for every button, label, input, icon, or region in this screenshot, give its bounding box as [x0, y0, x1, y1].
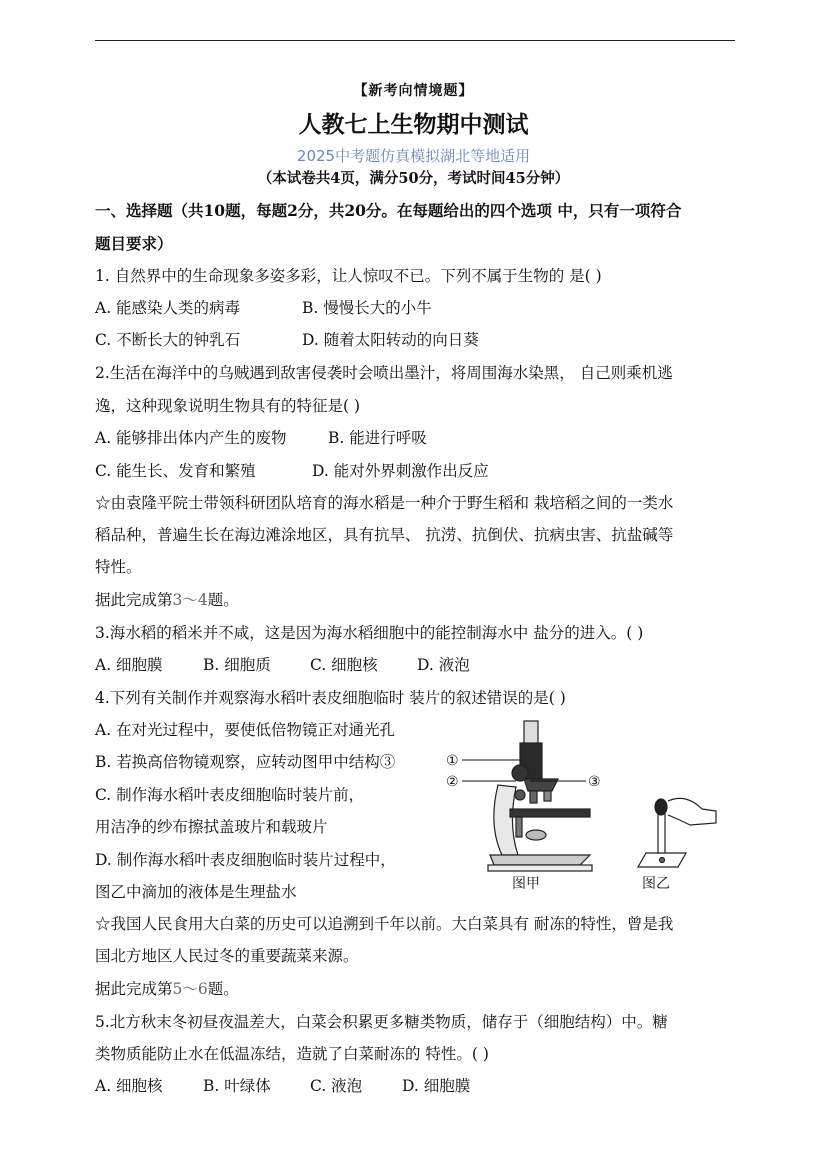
exam-tag: 【新考向情境题】: [353, 83, 474, 99]
q2-stem: 2.生活在海洋中的乌贼遇到敌害侵袭时会喷出墨汁，将周围海水染黑， 自己则乘机逃: [95, 364, 673, 382]
label-1: ①: [446, 753, 459, 769]
hand-outline: [668, 798, 716, 825]
instruction-suffix: 题。: [207, 980, 239, 998]
q5-option-d: D. 细胞膜: [402, 1077, 471, 1095]
q2-option-a: A. 能够排出体内产生的废物: [95, 429, 287, 447]
q1-stem: 1. 自然界中的生命现象多姿多彩，让人惊叹不已。下列不属于生物的 是( ): [95, 267, 602, 285]
q4-option-d-cont: 图乙中滴加的液体是生理盐水: [95, 883, 297, 901]
q3-option-b: B. 细胞质: [203, 656, 271, 674]
section-heading-cont: 题目要求）: [95, 234, 173, 253]
microscope-drawing: [488, 721, 592, 871]
q3-option-c: C. 细胞核: [310, 656, 378, 674]
q3-option-a: A. 细胞膜: [95, 656, 163, 674]
caption-jia: 图甲: [512, 876, 540, 892]
passage2-line2: 国北方地区人民过冬的重要蔬菜来源。: [95, 947, 359, 965]
passage1-line2: 稻品种，普遍生长在海边滩涂地区，具有抗旱、 抗涝、抗倒伏、抗病虫害、抗盐碱等: [95, 526, 674, 544]
q4-stem: 4.下列有关制作并观察海水稻叶表皮细胞临时 装片的叙述错误的是( ): [95, 689, 566, 707]
q4-option-b: B. 若换高倍物镜观察，应转动图甲中结构③: [95, 753, 396, 771]
q5-option-b: B. 叶绿体: [203, 1077, 271, 1095]
passage1-line1: ☆由袁隆平院士带领科研团队培育的海水稻是一种介于野生稻和 栽培稻之间的一类水: [95, 494, 674, 512]
label-2: ②: [446, 774, 459, 790]
q4-option-a: A. 在对光过程中，要使低倍物镜正对通光孔: [95, 721, 396, 739]
instruction-prefix: 据此完成第: [95, 980, 173, 998]
q2-stem-cont: 逸，这种现象说明生物具有的特征是( ): [95, 397, 361, 415]
q1-option-c: C. 不断长大的钟乳石: [95, 331, 241, 349]
page-title: 人教七上生物期中测试: [298, 112, 529, 138]
exam-info: （本试卷共4页，满分50分，考试时间45分钟）: [257, 170, 570, 187]
caption-yi: 图乙: [642, 876, 670, 892]
q2-option-c: C. 能生长、发育和繁殖: [95, 462, 256, 480]
q5-stem: 5.北方秋末冬初昼夜温差大，白菜会积累更多糖类物质，储存于（细胞结构）中。糖: [95, 1013, 668, 1031]
passage2-line1: ☆我国人民食用大白菜的历史可以追溯到千年以前。大白菜具有 耐冻的特性，曾是我: [95, 915, 674, 933]
q4-option-c-cont: 用洁净的纱布擦拭盖玻片和载玻片: [95, 818, 328, 836]
q1-option-d: D. 随着太阳转动的向日葵: [302, 331, 479, 349]
liquid-drop: [660, 858, 665, 863]
instruction-suffix: 题。: [207, 591, 239, 609]
dropper-drawing: [638, 798, 716, 867]
q1-option-b: B. 慢慢长大的小牛: [302, 299, 432, 317]
page-subtitle: 2025中考题仿真模拟湖北等地适用: [296, 147, 531, 165]
dropper-tube: [658, 813, 665, 853]
q3-option-d: D. 液泡: [417, 656, 470, 674]
passage2-instruction: [95, 979, 239, 999]
top-rule: [95, 40, 735, 41]
q3-stem: 3.海水稻的稻米并不咸，这是因为海水稻细胞中的能控制海水中 盐分的进入。( ): [95, 624, 644, 642]
question-range: 5～6: [172, 980, 208, 998]
q5-option-a: A. 细胞核: [95, 1077, 163, 1095]
q2-option-b: B. 能进行呼吸: [328, 429, 427, 447]
q1-option-a: A. 能感染人类的病毒: [95, 299, 241, 317]
q2-option-d: D. 能对外界刺激作出反应: [312, 462, 489, 480]
q5-stem-cont: 类物质能防止水在低温冻结，造就了白菜耐冻的 特性。( ): [95, 1045, 489, 1063]
q4-option-c: C. 制作海水稻叶表皮细胞临时装片前，: [95, 786, 365, 804]
q4-option-d: D. 制作海水稻叶表皮细胞临时装片过程中，: [95, 851, 396, 869]
passage1-line3: 特性。: [95, 558, 142, 576]
instruction-prefix: 据此完成第: [95, 591, 173, 609]
label-3: ③: [588, 774, 601, 790]
microscope-figure: [440, 715, 730, 895]
dropper-bulb: [655, 799, 667, 815]
passage1-instruction: [95, 590, 239, 610]
question-range: 3～4: [172, 591, 208, 609]
section-heading: 一、选择题（共10题，每题2分，共20分。在每题给出的四个选项 中，只有一项符合: [95, 201, 682, 220]
q5-option-c: C. 液泡: [310, 1077, 363, 1095]
